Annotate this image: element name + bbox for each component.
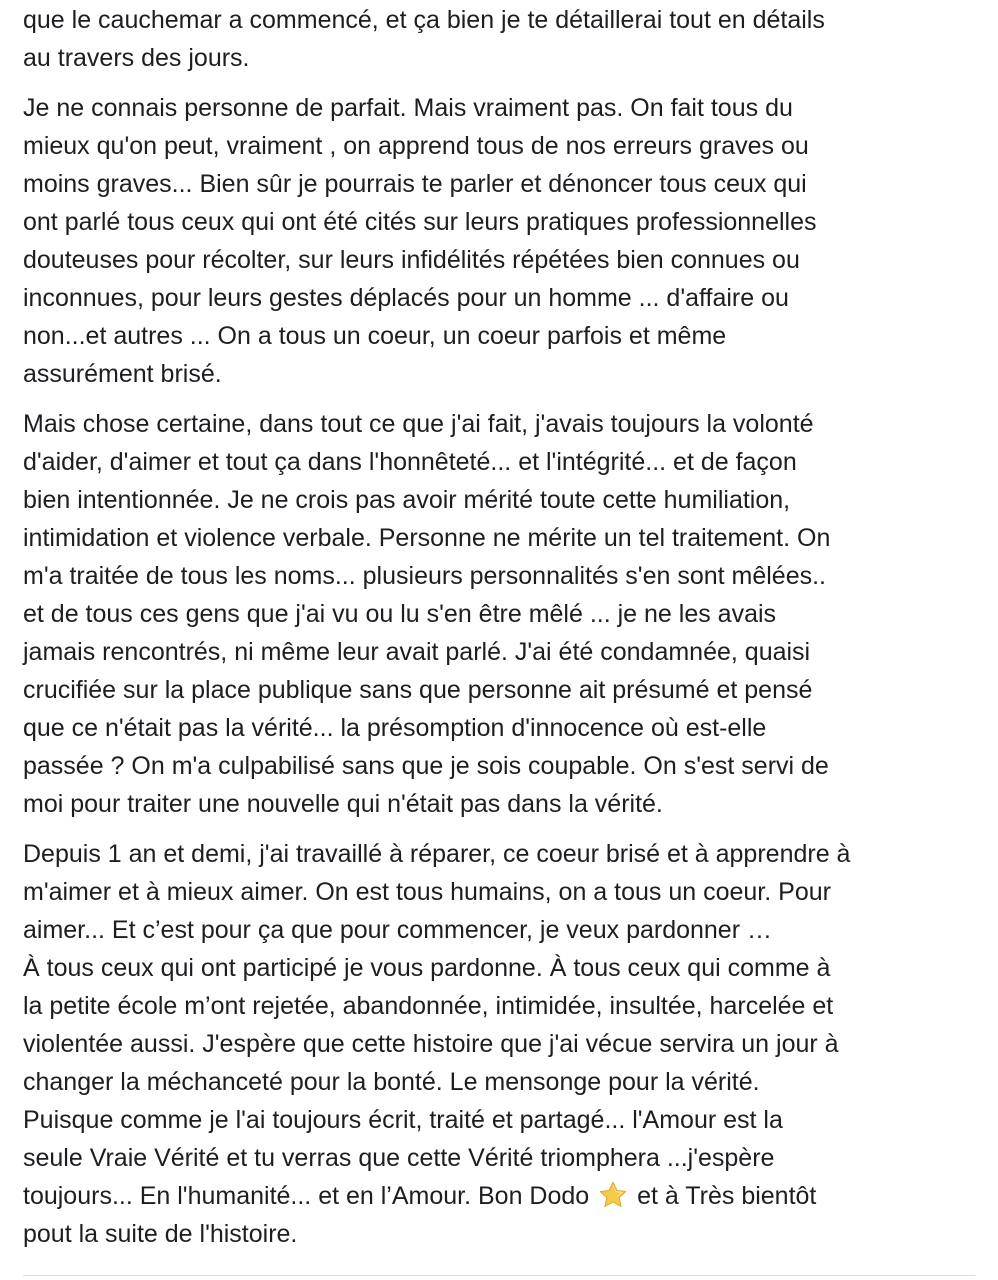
post-divider <box>23 1275 975 1276</box>
star-icon <box>598 1180 628 1210</box>
post-paragraph-1: que le cauchemar a commencé, et ça bien je te détaillerai tout en détails au travers des jours. <box>23 6 825 72</box>
post-paragraph-3: Mais chose certaine, dans tout ce que j'ai fait, j'avais toujours la volonté d'aider, d'aimer et tout ça dans l'honnêteté... et l'intégrité... et de façon bien intentionnée. Je ne crois pas avoir mérité toute cette humiliation, intimidation et violence verbale. Personne ne mérite un tel traitement. On m'a traitée de tous les noms... plusieurs personnalités s'en sont mêlées.. et de tous ces gens que j'ai vu ou lu s'en être mêlé ... je ne les avais jamais rencontrés, ni même leur avait parlé. J'ai été condamnée, quaisi crucifiée sur la place publique sans que personne ait présumé et pensé que ce n'était pas la vérité... la présomption d'innocence où est-elle passée ? On m'a culpabilisé sans que je sois coupable. On s'est servi de moi pour traiter une nouvelle qui n'était pas dans la vérité. <box>23 410 831 818</box>
post-paragraph-2: Je ne connais personne de parfait. Mais vraiment pas. On fait tous du mieux qu'on peut, vraiment , on apprend tous de nos erreurs graves ou moins graves... Bien sûr je pourrais te parler et dénoncer tous ceux qui ont parlé tous ceux qui ont été cités sur leurs pratiques professionnelles douteuses pour récolter, sur leurs infidélités répétées bien connues ou inconnues, pour leurs gestes déplacés pour un homme ... d'affaire ou non...et autres ... On a tous un coeur, un coeur parfois et même assurément brisé. <box>23 94 817 388</box>
post-paragraph-4-text-after-star: et à Très bientôt pout la suite de l'histoire. <box>23 1182 817 1248</box>
post-paragraph-4-text-before-star: Depuis 1 an et demi, j'ai travaillé à réparer, ce coeur brisé et à apprendre à m'aimer et à mieux aimer. On est tous humains, on a tous un coeur. Pour aimer... Et c’est pour ça que pour commencer, je veux pardonner … À tous ceux qui ont participé je vous pardonne. À tous ceux qui comme à la petite école m’ont rejetée, abandonnée, intimidée, insultée, harcelée et violentée aussi. J'espère que cette histoire que j'ai vécue servira un jour à changer la méchanceté pour la bonté. Le mensonge pour la vérité. Puisque comme je l'ai toujours écrit, traité et partagé... l'Amour est la seule Vraie Vérité et tu verras que cette Vérité triomphera ...j'espère toujours... En l'humanité... et en l’Amour. Bon Dodo <box>23 840 851 1210</box>
post-paragraph-4 <box>23 835 983 1253</box>
post-body <box>23 0 983 1265</box>
